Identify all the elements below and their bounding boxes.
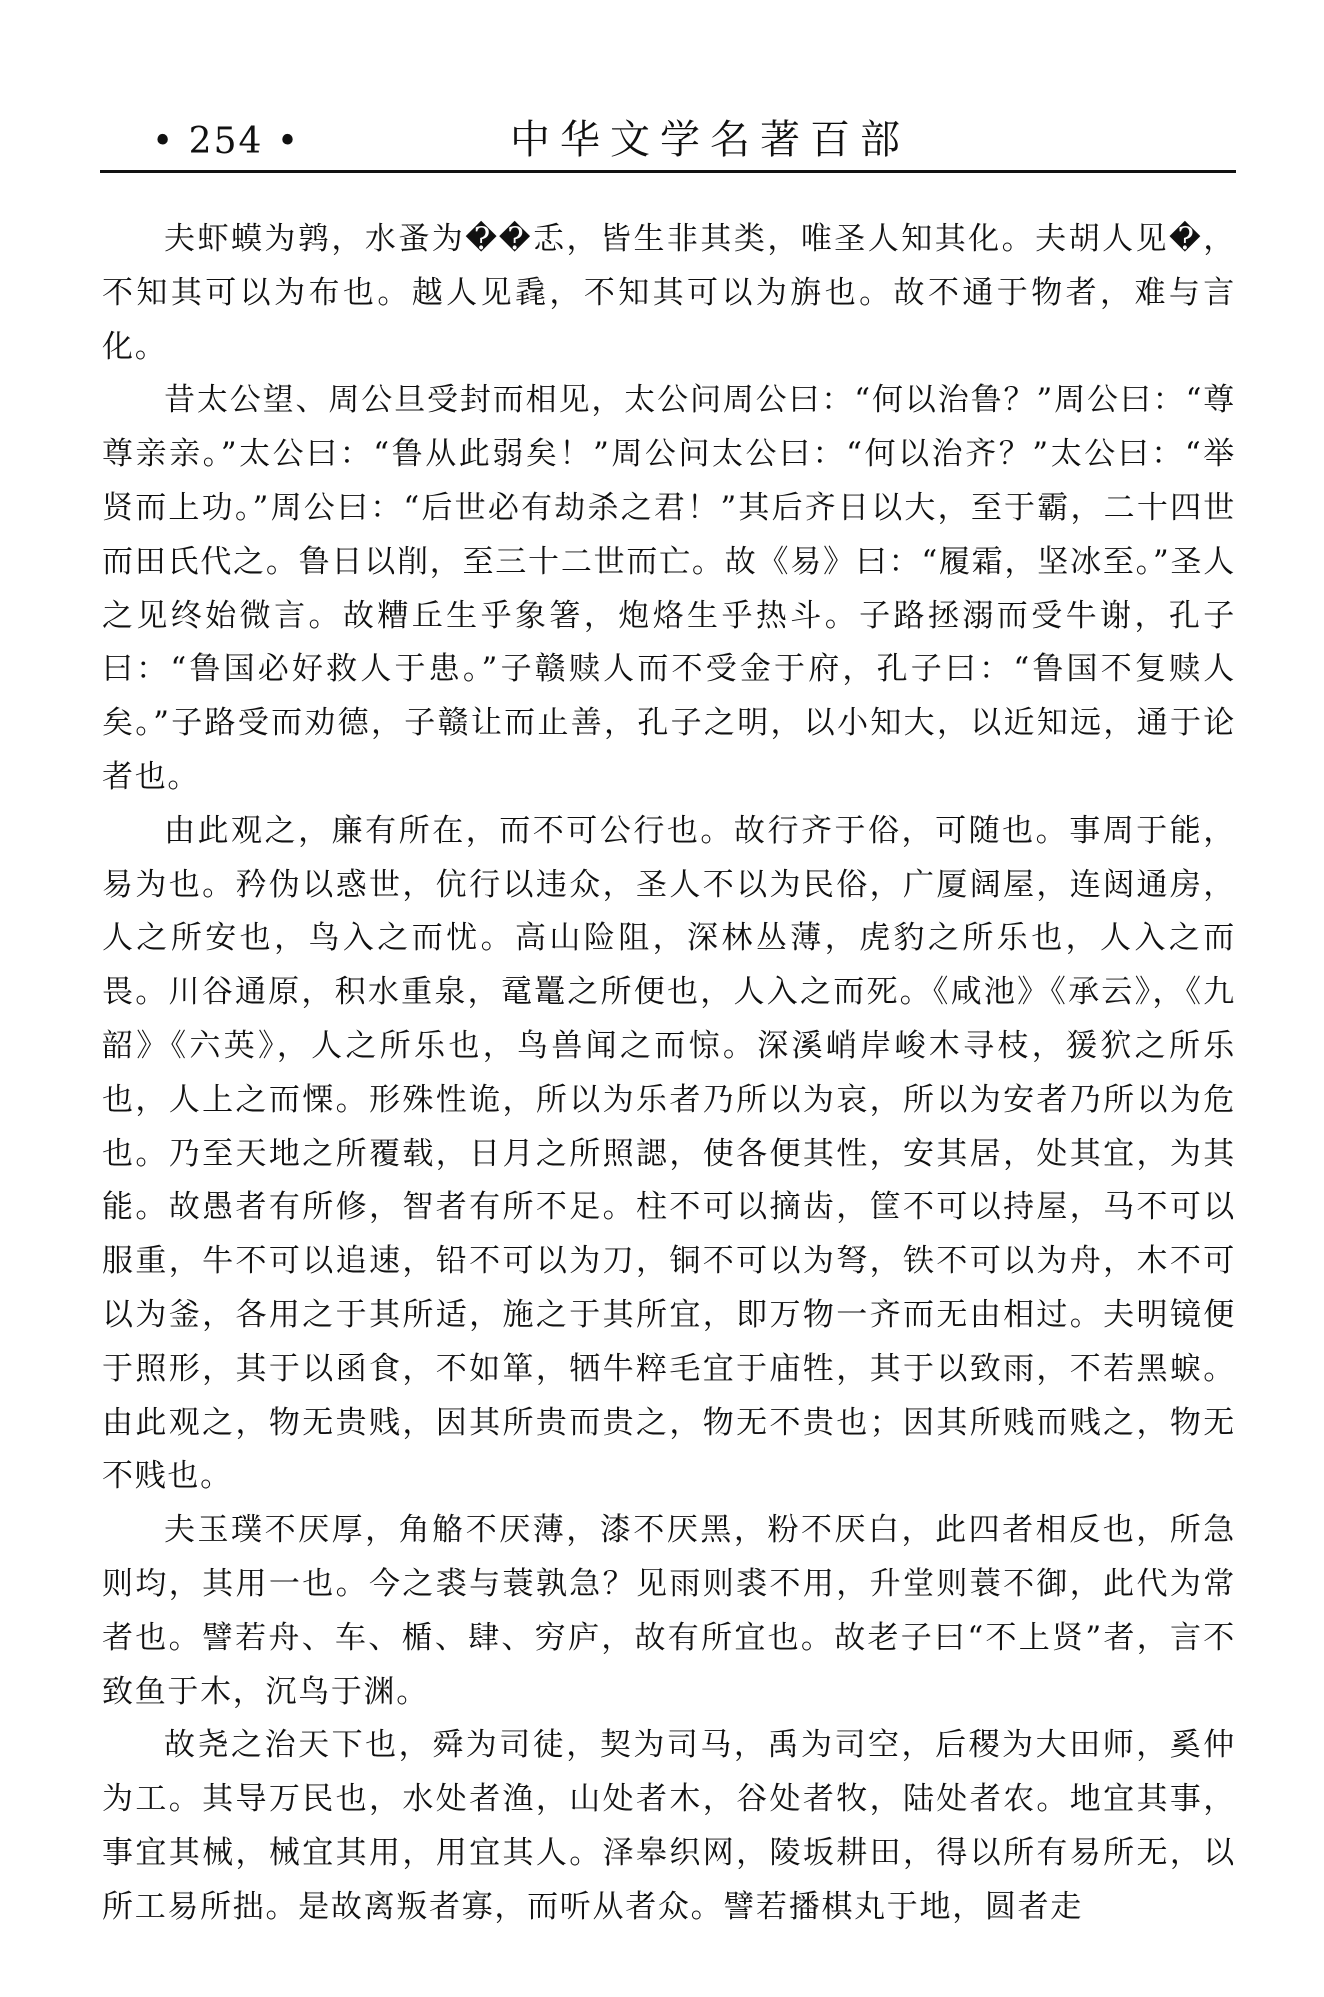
paragraph: 由此观之，廉有所在，而不可公行也。故行齐于俗，可随也。事周于能，易为也。矜伪以惑世，伉行以违众，圣人不以为民俗，广厦阔屋，连闼通房，人之所安也，鸟入之而忧。高山险阻，深林丛薄，虎豹之所乐也，人入之而畏。川谷通原，积水重泉，鼋鼍之所便也，人入之而死。《咸池》《承云》，《九韶》《六英》，人之所乐也，鸟兽闻之而惊。深溪峭岸峻木寻枝，猨狖之所乐也，人上之而慄。形殊性诡，所以为乐者乃所以为哀，所以为安者乃所以为危也。乃至天地之所覆载，日月之所照諰，使各便其性，安其居，处其宜，为其能。故愚者有所修，智者有所不足。柱不可以摘齿，筐不可以持屋，马不可以服重，牛不可以追速，铅不可以为刀，铜不可以为弩，铁不可以为舟，木不可以为釜，各用之于其所适，施之于其所宜，即万物一齐而无由相过。夫明镜便于照形，其于以函食，不如箪，牺牛粹毛宜于庙牲，其于以致雨，不若黑蜧。由此观之，物无贵贱，因其所贵而贵之，物无不贵也；因其所贱而贱之，物无不贱也。 (102, 812, 1236, 1495)
paragraph: 夫虾蟆为鹑，水蚤为��忎，皆生非其类，唯圣人知其化。夫胡人见�，不知其可以为布也。越人见毳，不知其可以为旃也。故不通于物者，难与言化。 (102, 221, 1236, 365)
paragraph: 夫玉璞不厌厚，角觡不厌薄，漆不厌黑，粉不厌白，此四者相反也，所急则均，其用一也。今之裘与蓑孰急？见雨则裘不用，升堂则蓑不御，此代为常者也。譬若舟、车、楯、肆、穷庐，故有所宜也。故老子曰“不上贤”者，言不致鱼于木，沉鸟于渊。 (102, 1512, 1236, 1710)
body-text (102, 213, 1236, 1935)
running-header (100, 108, 1236, 170)
page-number: • 254 • (152, 121, 301, 162)
book-title: 中华文学名著百部 (510, 117, 910, 163)
header-divider (100, 170, 1236, 173)
paragraph: 故尧之治天下也，舜为司徒，契为司马，禹为司空，后稷为大田师，奚仲为工。其导万民也，水处者渔，山处者木，谷处者牧，陆处者农。地宜其事，事宜其械，械宜其用，用宜其人。泽皋织网，陵坂耕田，得以所有易所无，以所工易所拙。是故离叛者寡，而听从者众。譬若播棋丸于地，圆者走 (102, 1727, 1236, 1925)
paragraph: 昔太公望、周公旦受封而相见，太公问周公曰：“何以治鲁？”周公曰：“尊尊亲亲。”太公曰：“鲁从此弱矣！”周公问太公曰：“何以治齐？”太公曰：“举贤而上功。”周公曰：“后世必有劫杀之君！”其后齐日以大，至于霸，二十四世而田氏代之。鲁日以削，至三十二世而亡。故《易》曰：“履霜，坚冰至。”圣人之见终始微言。故糟丘生乎象箸，炮烙生乎热斗。子路拯溺而受牛谢，孔子曰：“鲁国必好救人于患。”子赣赎人而不受金于府，孔子曰：“鲁国不复赎人矣。”子路受而劝德，子赣让而止善，孔子之明，以小知大，以近知远，通于论者也。 (102, 382, 1236, 795)
